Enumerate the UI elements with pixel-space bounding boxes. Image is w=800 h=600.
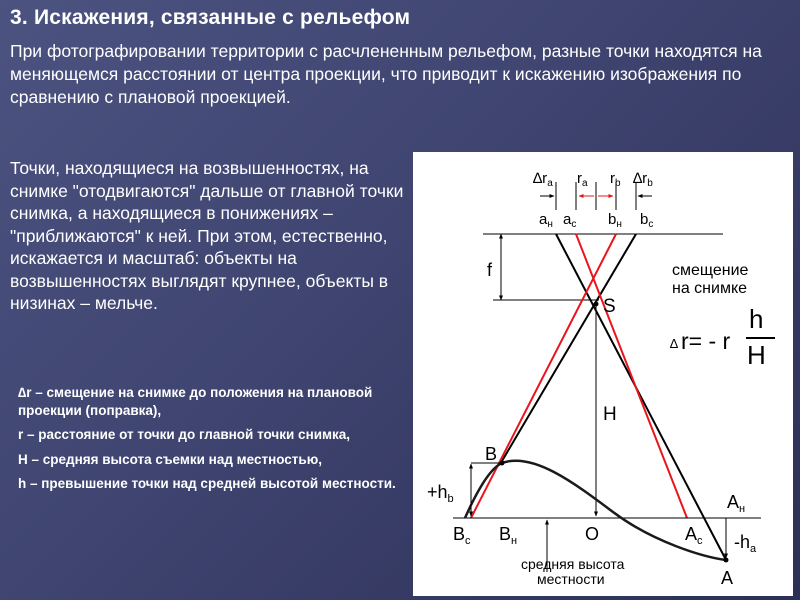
label-B: B — [485, 444, 498, 464]
relief-distortion-diagram — [413, 152, 793, 596]
formula-delta: ∆ — [670, 336, 678, 351]
legend-list — [18, 384, 403, 500]
terrain-caption-line2: местности — [537, 571, 605, 587]
projection-center-S — [594, 302, 599, 307]
label-b-n: $b_н$ — [608, 211, 622, 230]
top-labels — [533, 170, 653, 230]
label-S: S — [603, 296, 616, 317]
label-a-c: $a_c$ — [563, 211, 577, 230]
body-paragraph: Точки, находящиеся на возвышенностях, на снимке "отодвигаются" дальше от главной точки снимка, а находящиеся в понижениях – "приближаются" к ней. При этом, естественно, искажается и масштаб: объекты на возвышенностях выглядят крупнее, объекты в низинах – мельче. — [10, 158, 404, 313]
label-delta-ra: $\Delta r_a$ — [533, 170, 553, 189]
label-B-n: $B_н$ — [499, 524, 518, 547]
formula-lhs: r= - r — [681, 328, 731, 354]
formula-denominator: H — [747, 340, 766, 370]
legend-item-delta-r: ∆r – смещение на снимке до положения на плановой проекции (поправка), — [18, 385, 373, 418]
label-f: f — [487, 260, 493, 280]
displacement-caption-line2: на снимке — [672, 280, 748, 297]
slide-title: 3. Искажения, связанные с рельефом — [10, 6, 411, 29]
displacement-formula — [670, 304, 775, 370]
label-A: A — [721, 568, 734, 588]
formula-numerator: h — [749, 304, 764, 334]
label-delta-rb: $\Delta r_b$ — [633, 170, 653, 189]
focal-length-marker — [493, 234, 599, 300]
legend-item-r: r – расстояние от точки до главной точки снимка, — [18, 427, 351, 442]
label-A-c: $A_c$ — [685, 524, 703, 547]
label-ra: $r_a$ — [577, 170, 588, 189]
label-b-c: $b_c$ — [640, 211, 654, 230]
diagram-canvas — [413, 152, 793, 596]
point-A — [724, 558, 729, 563]
displacement-caption-line1: смещение — [672, 262, 749, 279]
label-a-n: $a_н$ — [539, 211, 553, 230]
label-A-n: $A_н$ — [727, 492, 746, 515]
legend-item-H: H – средняя высота съемки над местностью, — [18, 451, 323, 467]
label-rb: $r_b$ — [610, 170, 621, 189]
label-h-a: $-h_a$ — [734, 532, 757, 555]
label-h-b: $+h_b$ — [427, 482, 454, 505]
legend-item-h: h – превышение точки над средней высотой местности. — [18, 476, 396, 491]
label-H: H — [603, 404, 617, 425]
label-O: O — [585, 524, 600, 544]
label-B-c: $B_c$ — [453, 524, 471, 547]
intro-paragraph: При фотографировании территории с расчлененным рельефом, разные точки находятся на меняющемся расстоянии от центра проекции, что приводит к искажению изображения по сравнению с плановой проекцией. — [10, 41, 762, 107]
terrain-caption-line1: средняя высота — [521, 556, 625, 572]
